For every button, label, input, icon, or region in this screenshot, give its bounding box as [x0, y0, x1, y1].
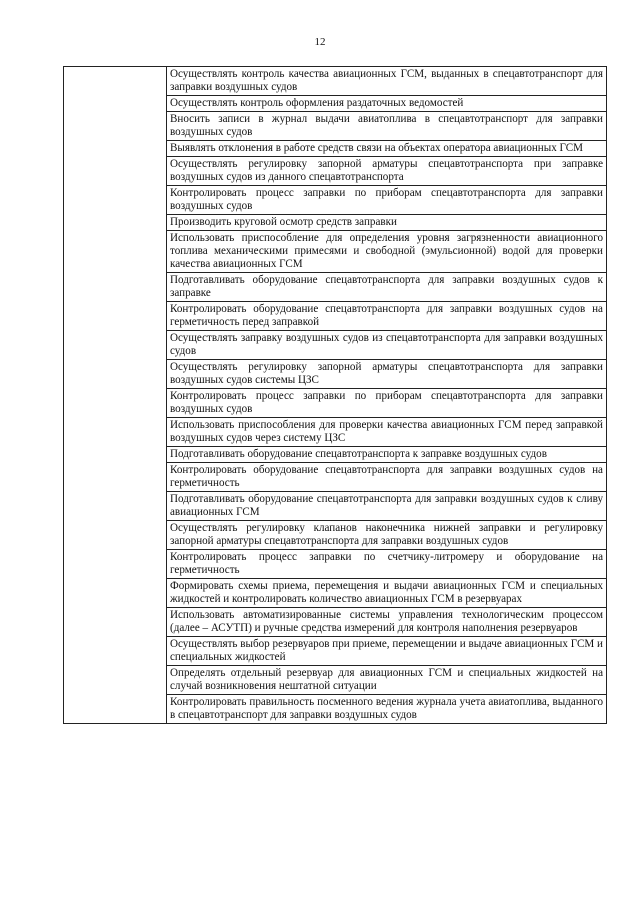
table-cell	[167, 463, 607, 492]
table-cell	[167, 231, 607, 273]
table-left-cell	[64, 67, 167, 724]
skill-text: Осуществлять регулировку запорной арматуры спецавтотранспорта при заправке воздушных судов из данного спецавтотранспорта	[170, 158, 603, 183]
table-cell	[167, 579, 607, 608]
skill-text: Определять отдельный резервуар для авиационных ГСМ и специальных жидкостей на случай возникновения нештатной ситуации	[170, 667, 603, 692]
table-cell	[167, 302, 607, 331]
table-cell	[167, 389, 607, 418]
skill-text: Формировать схемы приема, перемещения и выдачи авиационных ГСМ и специальных жидкостей и контролировать количество авиационных ГСМ в резервуарах	[170, 580, 603, 605]
table-cell	[167, 96, 607, 112]
table-cell	[167, 67, 607, 96]
table-cell	[167, 418, 607, 447]
table-cell	[167, 447, 607, 463]
skill-text: Контролировать правильность посменного ведения журнала учета авиатоплива, выданного в спецавтотранспорт для заправки воздушных судов	[170, 696, 603, 721]
skill-text: Подготавливать оборудование спецавтотранспорта для заправки воздушных судов к сливу авиационных ГСМ	[170, 493, 603, 518]
table-cell	[167, 215, 607, 231]
skill-text: Использовать приспособления для проверки качества авиационных ГСМ перед заправкой воздушных судов через систему ЦЗС	[170, 419, 603, 444]
table-cell	[167, 608, 607, 637]
skill-text: Осуществлять контроль качества авиационных ГСМ, выданных в спецавтотранспорт для заправки воздушных судов	[170, 68, 603, 93]
skill-text: Осуществлять заправку воздушных судов из спецавтотранспорта для заправки воздушных судов	[170, 332, 603, 357]
table-cell	[167, 141, 607, 157]
skill-text: Осуществлять регулировку клапанов наконечника нижней заправки и регулировку запорной арматуры спецавтотранспорта для заправки воздушных судов	[170, 522, 603, 547]
table-cell	[167, 331, 607, 360]
skill-text: Выявлять отклонения в работе средств связи на объектах оператора авиационных ГСМ	[170, 142, 584, 154]
skill-text: Подготавливать оборудование спецавтотранспорта к заправке воздушных судов	[170, 448, 547, 460]
table-cell	[167, 637, 607, 666]
page-number: 12	[314, 36, 326, 48]
table-cell	[167, 157, 607, 186]
skills-table	[63, 66, 607, 724]
skill-text: Осуществлять контроль оформления раздаточных ведомостей	[170, 97, 464, 109]
skill-text: Контролировать процесс заправки по приборам спецавтотранспорта для заправки воздушных судов	[170, 390, 603, 415]
table-cell	[167, 695, 607, 724]
skill-text: Контролировать процесс заправки по приборам спецавтотранспорта для заправки воздушных судов	[170, 187, 603, 212]
table-cell	[167, 666, 607, 695]
table-cell	[167, 186, 607, 215]
skill-text: Вносить записи в журнал выдачи авиатоплива в спецавтотранспорт для заправки воздушных судов	[170, 113, 603, 138]
table-cell	[167, 521, 607, 550]
skill-text: Использовать автоматизированные системы управления технологическим процессом (далее – АСУТП) и ручные средства измерений для контроля наполнения резервуаров	[170, 609, 603, 634]
table-cell	[167, 550, 607, 579]
skill-text: Осуществлять регулировку запорной арматуры спецавтотранспорта для заправки воздушных судов системы ЦЗС	[170, 361, 603, 386]
table-cell	[167, 492, 607, 521]
table-cell	[167, 360, 607, 389]
skill-text: Производить круговой осмотр средств заправки	[170, 216, 397, 228]
skills-table-body	[64, 67, 607, 724]
skill-text: Контролировать оборудование спецавтотранспорта для заправки воздушных судов на герметичность	[170, 464, 603, 489]
skill-text: Подготавливать оборудование спецавтотранспорта для заправки воздушных судов к заправке	[170, 274, 603, 299]
skill-text: Использовать приспособление для определения уровня загрязненности авиационного топлива механическими примесями и свободной (эмульсионной) водой для проверки качества авиационных ГСМ	[170, 232, 603, 270]
skill-text: Контролировать оборудование спецавтотранспорта для заправки воздушных судов на герметичность перед заправкой	[170, 303, 603, 328]
skill-text: Контролировать процесс заправки по счетчику-литромеру и оборудование на герметичность	[170, 551, 603, 576]
table-row	[64, 67, 607, 96]
table-cell	[167, 273, 607, 302]
skill-text: Осуществлять выбор резервуаров при приеме, перемещении и выдаче авиационных ГСМ и специальных жидкостей	[170, 638, 603, 663]
table-cell	[167, 112, 607, 141]
